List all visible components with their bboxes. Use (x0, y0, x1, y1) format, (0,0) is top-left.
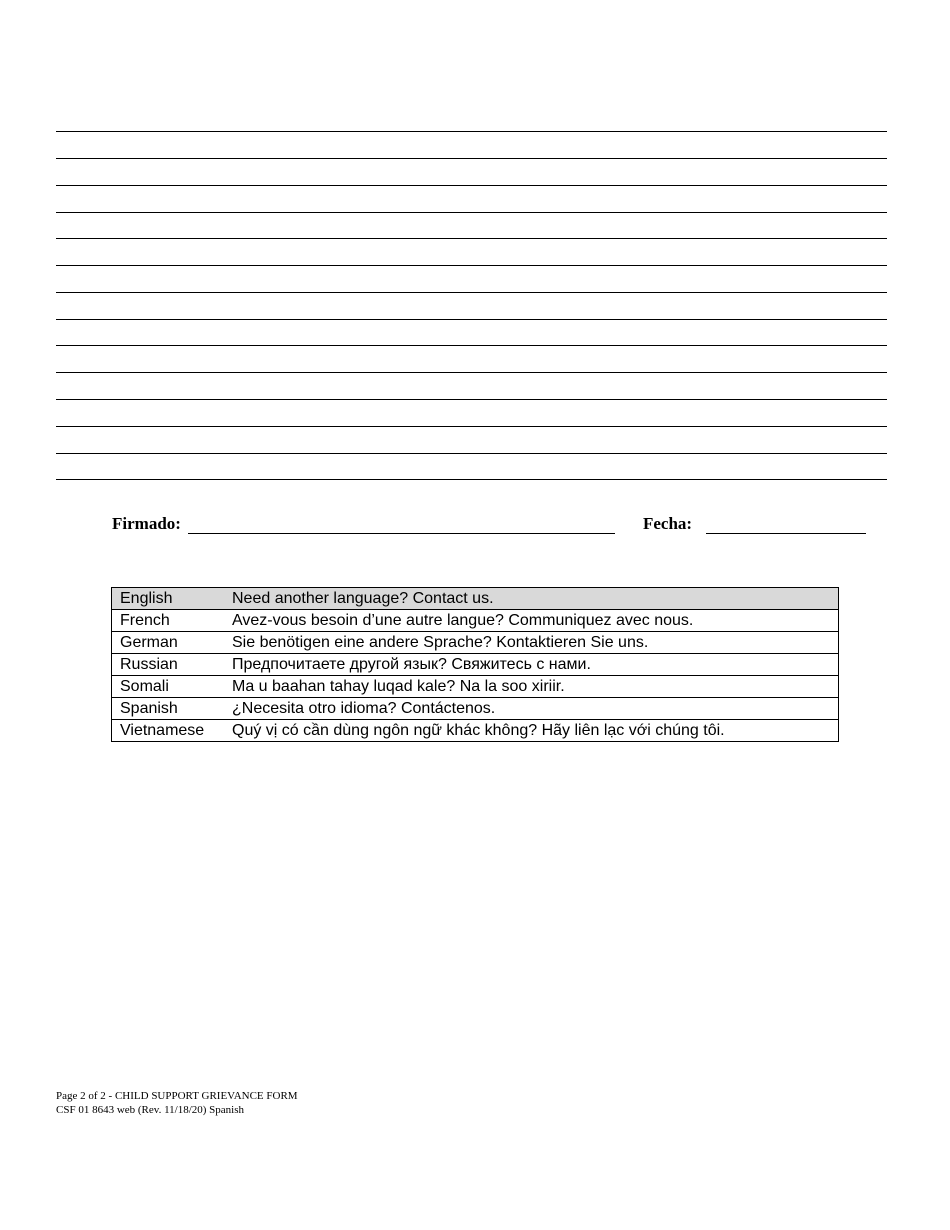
writing-line[interactable] (56, 399, 887, 400)
writing-line[interactable] (56, 372, 887, 373)
writing-line[interactable] (56, 131, 887, 132)
writing-line[interactable] (56, 319, 887, 320)
table-row (112, 676, 839, 698)
language-message: Предпочитаете другой язык? Свяжитесь с нами. (224, 654, 839, 676)
language-name: Somali (112, 676, 225, 698)
table-row (112, 632, 839, 654)
language-message: Avez-vous besoin d’une autre langue? Communiquez avec nous. (224, 610, 839, 632)
writing-line[interactable] (56, 292, 887, 293)
language-name: Spanish (112, 698, 225, 720)
language-assistance-table (111, 587, 839, 742)
language-message: Need another language? Contact us. (224, 588, 839, 610)
date-label: Fecha: (643, 514, 693, 533)
signature-field[interactable] (188, 533, 615, 534)
writing-line[interactable] (56, 265, 887, 266)
language-name: German (112, 632, 225, 654)
writing-line[interactable] (56, 479, 887, 480)
language-name: English (112, 588, 225, 610)
writing-line[interactable] (56, 345, 887, 346)
language-name: French (112, 610, 225, 632)
language-message: ¿Necesita otro idioma? Contáctenos. (224, 698, 839, 720)
signed-label: Firmado: (112, 514, 181, 533)
writing-line[interactable] (56, 158, 887, 159)
table-row (112, 610, 839, 632)
language-name: Russian (112, 654, 225, 676)
language-message: Ma u baahan tahay luqad kale? Na la soo xiriir. (224, 676, 839, 698)
date-field[interactable] (706, 533, 866, 534)
writing-line[interactable] (56, 426, 887, 427)
language-message: Sie benötigen eine andere Sprache? Kontaktieren Sie uns. (224, 632, 839, 654)
footer-form-id: CSF 01 8643 web (Rev. 11/18/20) Spanish (56, 1104, 245, 1116)
table-row (112, 654, 839, 676)
language-name: Vietnamese (112, 720, 225, 742)
writing-line[interactable] (56, 185, 887, 186)
page-footer (56, 1089, 298, 1117)
language-message: Quý vị có cần dùng ngôn ngữ khác không? Hãy liên lạc với chúng tôi. (224, 720, 839, 742)
table-row (112, 588, 839, 610)
footer-page-info: Page 2 of 2 - CHILD SUPPORT GRIEVANCE FORM (56, 1090, 298, 1102)
table-row (112, 698, 839, 720)
table-row (112, 720, 839, 742)
writing-line[interactable] (56, 212, 887, 213)
writing-lines[interactable] (56, 131, 887, 481)
writing-line[interactable] (56, 453, 887, 454)
writing-line[interactable] (56, 238, 887, 239)
